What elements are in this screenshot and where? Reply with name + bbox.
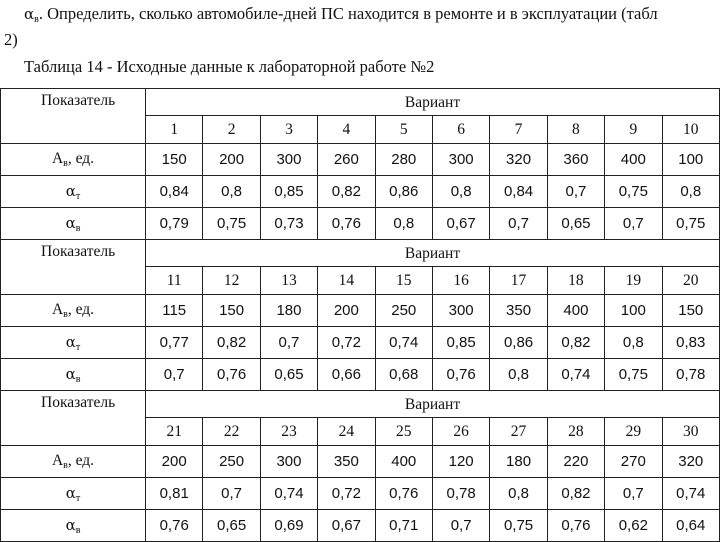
value-cell: 0,7 — [605, 478, 662, 510]
value-cell: 0,76 — [318, 208, 375, 240]
indicator-header: Показатель — [1, 89, 146, 144]
value-cell: 150 — [146, 144, 203, 176]
value-cell: 400 — [547, 295, 604, 327]
value-cell: 0,74 — [662, 478, 719, 510]
value-cell: 0,85 — [432, 327, 489, 359]
variant-number: 12 — [203, 267, 260, 295]
intro-continuation: 2) — [4, 30, 18, 49]
value-cell: 0,8 — [662, 176, 719, 208]
value-cell: 0,78 — [432, 478, 489, 510]
value-cell: 0,8 — [490, 478, 547, 510]
value-cell: 0,62 — [605, 510, 662, 542]
value-cell: 0,76 — [432, 359, 489, 391]
variant-number: 8 — [547, 116, 604, 144]
row-alpha-t — [1, 327, 720, 359]
value-cell: 0,64 — [662, 510, 719, 542]
value-cell: 0,72 — [318, 327, 375, 359]
value-cell: 300 — [260, 144, 317, 176]
value-cell: 0,79 — [146, 208, 203, 240]
value-cell: 270 — [605, 446, 662, 478]
variant-number: 3 — [260, 116, 317, 144]
variant-number: 28 — [547, 418, 604, 446]
alpha-subscript: в — [34, 14, 39, 25]
value-cell: 0,72 — [318, 478, 375, 510]
variant-number: 9 — [605, 116, 662, 144]
value-cell: 0,76 — [146, 510, 203, 542]
variant-number: 22 — [203, 418, 260, 446]
value-cell: 260 — [318, 144, 375, 176]
variant-number: 26 — [432, 418, 489, 446]
value-cell: 0,74 — [547, 359, 604, 391]
value-cell: 0,7 — [432, 510, 489, 542]
label-a-letter: A — [51, 150, 64, 167]
value-cell: 0,75 — [605, 176, 662, 208]
variant-number: 7 — [490, 116, 547, 144]
variant-number: 11 — [146, 267, 203, 295]
value-cell: 150 — [662, 295, 719, 327]
row-label-alpha-t — [1, 327, 146, 359]
variant-number: 5 — [375, 116, 432, 144]
value-cell: 0,7 — [260, 327, 317, 359]
variant-number: 10 — [662, 116, 719, 144]
value-cell: 400 — [375, 446, 432, 478]
value-cell: 200 — [318, 295, 375, 327]
indicator-header: Показатель — [1, 240, 146, 295]
value-cell: 0,7 — [146, 359, 203, 391]
label-a-subscript: в — [63, 309, 68, 320]
value-cell: 100 — [605, 295, 662, 327]
value-cell: 0,83 — [662, 327, 719, 359]
value-cell: 0,77 — [146, 327, 203, 359]
label-alpha-symbol: α — [65, 213, 76, 232]
label-alpha-symbol: α — [65, 332, 76, 351]
value-cell: 180 — [490, 446, 547, 478]
value-cell: 320 — [490, 144, 547, 176]
row-label-alpha-t — [1, 176, 146, 208]
row-label-a — [1, 446, 146, 478]
row-alpha-v — [1, 510, 720, 542]
variant-header: Вариант — [146, 89, 720, 116]
header-row — [1, 240, 720, 267]
value-cell: 0,8 — [490, 359, 547, 391]
row-a — [1, 295, 720, 327]
variant-number: 27 — [490, 418, 547, 446]
value-cell: 0,75 — [203, 208, 260, 240]
value-cell: 0,86 — [490, 327, 547, 359]
row-alpha-v — [1, 359, 720, 391]
value-cell: 0,76 — [547, 510, 604, 542]
value-cell: 250 — [375, 295, 432, 327]
variant-number: 16 — [432, 267, 489, 295]
label-alpha-subscript: т — [75, 492, 81, 504]
value-cell: 0,86 — [375, 176, 432, 208]
value-cell: 0,67 — [432, 208, 489, 240]
value-cell: 0,84 — [490, 176, 547, 208]
variant-header: Вариант — [146, 391, 720, 418]
value-cell: 0,65 — [547, 208, 604, 240]
value-cell: 120 — [432, 446, 489, 478]
value-cell: 0,81 — [146, 478, 203, 510]
value-cell: 100 — [662, 144, 719, 176]
value-cell: 220 — [547, 446, 604, 478]
value-cell: 0,69 — [260, 510, 317, 542]
label-a-unit: , ед. — [67, 452, 95, 469]
label-alpha-symbol: α — [65, 483, 76, 502]
variant-number: 19 — [605, 267, 662, 295]
variant-number: 17 — [490, 267, 547, 295]
value-cell: 300 — [432, 295, 489, 327]
value-cell: 250 — [203, 446, 260, 478]
row-label-alpha-v — [1, 510, 146, 542]
value-cell: 0,85 — [260, 176, 317, 208]
value-cell: 0,7 — [203, 478, 260, 510]
value-cell: 0,75 — [662, 208, 719, 240]
value-cell: 0,66 — [318, 359, 375, 391]
value-cell: 0,7 — [605, 208, 662, 240]
value-cell: 0,8 — [203, 176, 260, 208]
label-a-subscript: в — [63, 158, 68, 169]
label-alpha-subscript: в — [75, 222, 81, 234]
value-cell: 0,82 — [547, 327, 604, 359]
value-cell: 0,8 — [605, 327, 662, 359]
row-label-alpha-v — [1, 208, 146, 240]
value-cell: 350 — [490, 295, 547, 327]
variant-number: 23 — [260, 418, 317, 446]
variant-number: 15 — [375, 267, 432, 295]
value-cell: 200 — [146, 446, 203, 478]
variant-number: 29 — [605, 418, 662, 446]
label-alpha-symbol: α — [65, 515, 76, 534]
value-cell: 150 — [203, 295, 260, 327]
label-a-letter: A — [51, 452, 64, 469]
alpha-symbol: α — [24, 5, 35, 23]
value-cell: 320 — [662, 446, 719, 478]
row-alpha-t — [1, 478, 720, 510]
variant-number: 30 — [662, 418, 719, 446]
value-cell: 280 — [375, 144, 432, 176]
label-alpha-subscript: т — [75, 341, 81, 353]
variant-number: 20 — [662, 267, 719, 295]
variant-number: 14 — [318, 267, 375, 295]
value-cell: 0,74 — [260, 478, 317, 510]
row-label-a — [1, 295, 146, 327]
row-label-alpha-v — [1, 359, 146, 391]
value-cell: 0,65 — [203, 510, 260, 542]
intro-text — [24, 4, 658, 25]
value-cell: 0,76 — [375, 478, 432, 510]
value-cell: 0,75 — [605, 359, 662, 391]
value-cell: 300 — [260, 446, 317, 478]
value-cell: 0,8 — [375, 208, 432, 240]
label-a-unit: , ед. — [67, 150, 95, 167]
label-a-letter: A — [51, 301, 64, 318]
value-cell: 0,8 — [432, 176, 489, 208]
value-cell: 200 — [203, 144, 260, 176]
value-cell: 0,7 — [547, 176, 604, 208]
value-cell: 360 — [547, 144, 604, 176]
indicator-header: Показатель — [1, 391, 146, 446]
row-label-a — [1, 144, 146, 176]
row-alpha-t — [1, 176, 720, 208]
value-cell: 0,82 — [203, 327, 260, 359]
variant-header: Вариант — [146, 240, 720, 267]
value-cell: 0,65 — [260, 359, 317, 391]
variant-number: 18 — [547, 267, 604, 295]
label-alpha-subscript: т — [75, 190, 81, 202]
value-cell: 0,7 — [490, 208, 547, 240]
variant-number: 25 — [375, 418, 432, 446]
label-alpha-symbol: α — [65, 181, 76, 200]
value-cell: 180 — [260, 295, 317, 327]
value-cell: 0,82 — [547, 478, 604, 510]
label-a-unit: , ед. — [67, 301, 95, 318]
variant-number: 13 — [260, 267, 317, 295]
value-cell: 400 — [605, 144, 662, 176]
value-cell: 0,82 — [318, 176, 375, 208]
value-cell: 0,78 — [662, 359, 719, 391]
value-cell: 0,68 — [375, 359, 432, 391]
label-alpha-subscript: в — [75, 524, 81, 536]
row-label-alpha-t — [1, 478, 146, 510]
variant-number: 4 — [318, 116, 375, 144]
variant-number: 21 — [146, 418, 203, 446]
value-cell: 0,71 — [375, 510, 432, 542]
label-a-subscript: в — [63, 460, 68, 471]
label-alpha-subscript: в — [75, 373, 81, 385]
value-cell: 0,67 — [318, 510, 375, 542]
value-cell: 0,73 — [260, 208, 317, 240]
header-row — [1, 89, 720, 116]
value-cell: 0,84 — [146, 176, 203, 208]
label-alpha-symbol: α — [65, 364, 76, 383]
variant-number: 1 — [146, 116, 203, 144]
row-a — [1, 446, 720, 478]
variant-number: 2 — [203, 116, 260, 144]
value-cell: 0,75 — [490, 510, 547, 542]
value-cell: 300 — [432, 144, 489, 176]
value-cell: 0,74 — [375, 327, 432, 359]
header-row — [1, 391, 720, 418]
row-alpha-v — [1, 208, 720, 240]
variant-number: 6 — [432, 116, 489, 144]
variant-number: 24 — [318, 418, 375, 446]
source-data-table — [0, 88, 720, 542]
value-cell: 350 — [318, 446, 375, 478]
value-cell: 115 — [146, 295, 203, 327]
table-caption: Таблица 14 - Исходные данные к лабораторной работе №2 — [24, 57, 435, 76]
row-a — [1, 144, 720, 176]
intro-sentence: . Определить, сколько автомобиле-дней ПС находится в ремонте и в эксплуатации (табл — [38, 4, 658, 23]
value-cell: 0,76 — [203, 359, 260, 391]
